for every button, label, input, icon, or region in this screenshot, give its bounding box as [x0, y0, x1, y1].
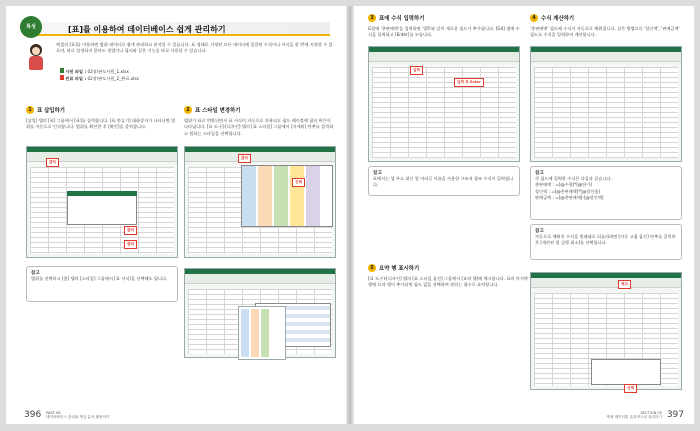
tip-box: 참고 각 필드에 입력한 수식은 다음과 같습니다. 총판매액 : =[@수량]*[@단가] 할인액 : =[@총판매액]*[@할인율] 판매금액 : =[@총판매액]-[@할인액] [530, 166, 682, 220]
file-row: 완료 파일 : 02장\판도사원_2_완료.xlsx [60, 75, 139, 82]
step2-heading: 2 표 스타일 변경하기 [184, 106, 240, 114]
page-title: [표]를 이용하여 데이터베이스 쉽게 관리하기 [68, 25, 226, 34]
step1-body: [삽입] 탭의 [표] 그룹에서 [표]를 클릭합니다. [표 만들기] 대화상자가 나타나면 범위를 자동으로 인식합니다. 범위를 확인한 후 [확인]을 클릭합니다. [26, 118, 176, 130]
footer-text: PART 08 데이터베이스 관리와 핵심 분석 활용하기 [46, 410, 110, 420]
file-info [60, 68, 139, 83]
style-gallery-screenshot [238, 306, 286, 360]
step3-heading: 3 표에 수식 입력하기 [368, 14, 424, 22]
step5-callout: 선택 [624, 384, 637, 393]
step4-screenshot [530, 46, 682, 162]
intro-text: 엑셀의 [표]를 이용하면 범위 데이터로 쉽게 관리하고 분석할 수 있습니다. 표 형태로 지정된 모든 데이터에 일괄된 수식이나 서식을 한 번에 지정할 수 있으며, 따로 설정하지 않아도 정렬이나 필터와 같은 기능을 바로 사용할 수 있습니다. [56, 42, 333, 54]
step1-callout: 클릭 [124, 240, 137, 249]
tip-box: 참고 자동으로 채워진 수식을 원래대로 되돌리려면 [자동 고침 옵션] 단추를 클릭한 후 [계산된 열 실행 취소]를 선택합니다. [530, 224, 682, 260]
page-number: 396 [24, 410, 42, 420]
step3-callout: 입력 [410, 66, 423, 75]
step2-screenshot [184, 146, 336, 258]
tip-text: 범위를 선택하고 [홈] 탭의 [스타일] 그룹에서 [표 서식]을 선택해도 됩니다. [31, 276, 168, 281]
file-icon [60, 68, 64, 73]
page-number: 397 [666, 410, 684, 420]
character-illustration [26, 44, 46, 72]
step2-callout: 클릭 [238, 154, 251, 163]
tip-label: 참고 [31, 271, 40, 276]
step5-callout: 체크 [618, 280, 631, 289]
step1-heading: 1 표 삽입하기 [26, 106, 65, 114]
left-page [6, 6, 346, 424]
step2-body: 범위가 표로 변환되면서 표 서식이 자동으로 적용되고 필드 레이블에 필터 버튼이 나타납니다. [표 도구]-[디자인] 탭의 [표 스타일] 그룹에서 [자세히] 단추를 클릭하고 원하는 스타일을 선택합니다. [184, 118, 334, 136]
feature-badge [20, 16, 42, 38]
step5-screenshot [530, 272, 682, 390]
step3-screenshot [368, 46, 520, 162]
tip-box [26, 266, 178, 302]
step1-callout: 클릭 [46, 158, 59, 167]
footer-text: SECTION 05 엑셀 데이터를 효과적으로 관리하기 [606, 410, 662, 420]
step4-body: '총판매액' 필드에 수식이 자동으로 채워집니다. 같은 방법으로 '할인액', '판매금액' 필드도 수식을 입력하여 계산합니다. [530, 26, 680, 38]
right-page [354, 6, 694, 424]
book-spine [346, 6, 354, 424]
badge-text: 특성 [26, 24, 36, 30]
step1-callout: 클릭 [124, 226, 137, 235]
step4-heading: 4 수식 계산하기 [530, 14, 574, 22]
file-icon [60, 75, 64, 80]
step3-body: G열에 '총판매액'을 입력하면 '열5'와 같이 새로운 필드가 추가됩니다. [G4] 셀에 수식을 입력하고 [Enter]를 누릅니다. [368, 26, 520, 38]
tip-box: 참고 표에서는 셀 주소 대신 열 머리글 이름을 사용한 구조적 참조 수식이 입력됩니다. [368, 166, 520, 196]
step5-body: [표 도구]-[디자인] 탭의 [표 스타일 옵션] 그룹에서 [요약 행]에 체크합니다. 표의 마지막 행에 요약 행이 추가되면 필드 값을 선택하여 원하는 함수로 요약합니다. [368, 276, 529, 288]
step2-callout: 선택 [292, 178, 305, 187]
step3-callout: 입력 후 Enter [454, 78, 484, 87]
file-row: 사전 파일 : 02장\판도사원_1.xlsx [60, 68, 139, 75]
step5-heading: 5 요약 행 표시하기 [368, 264, 419, 272]
